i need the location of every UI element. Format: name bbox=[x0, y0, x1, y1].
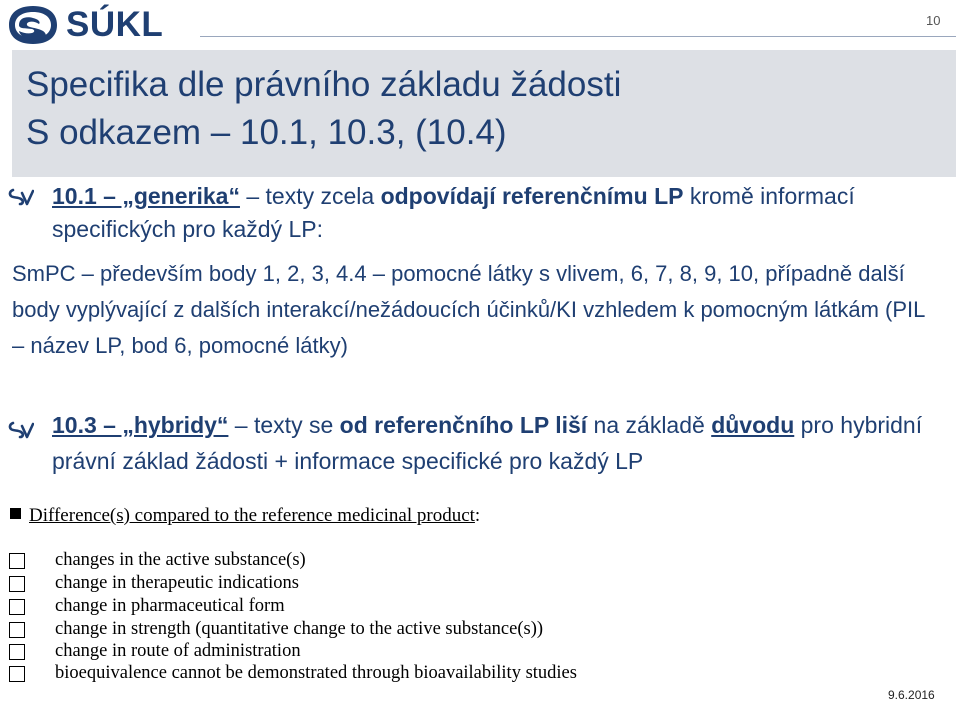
bullet-hybrids-emphasis-2: důvodu bbox=[711, 412, 795, 438]
differences-heading-suffix: : bbox=[474, 505, 481, 526]
page-title-line-1: Specifika dle právního základu žádosti bbox=[26, 65, 622, 104]
bullet-generics-emphasis: odpovídají referenčnímu LP bbox=[380, 183, 684, 209]
bullet-generics-text: – texty zcela bbox=[239, 183, 381, 209]
bullet-hybrids-text-3: pro hybridní právní základ žádosti + informace specifické pro každý LP bbox=[52, 412, 923, 474]
bullet-hybrids-emphasis: od referenčního LP liší bbox=[339, 412, 588, 438]
option-label: change in strength (quantitative change to the active substance(s)) bbox=[55, 619, 544, 639]
sukl-logo-icon bbox=[6, 3, 60, 47]
page-title-line-2: S odkazem – 10.1, 10.3, (10.4) bbox=[26, 113, 507, 152]
checkbox[interactable] bbox=[9, 666, 25, 682]
smpc-paragraph: SmPC – především body 1, 2, 3, 4.4 – pomocné látky s vlivem, 6, 7, 8, 9, 10, případně další body vyplývající z dalších interakcí/nežádoucích účinků/KI vzhledem k pomocným látkám (PIL – název LP, bod 6, pomocné látky) bbox=[12, 261, 925, 358]
title-box bbox=[12, 50, 956, 177]
bullet-hybrids-text: – texty se bbox=[228, 412, 340, 438]
bullet-icon bbox=[8, 187, 34, 207]
bullet-hybrids-text-2: na základě bbox=[587, 412, 712, 438]
option-active-substance[interactable] bbox=[9, 550, 306, 571]
option-therapeutic-indications[interactable] bbox=[9, 573, 300, 594]
header-divider bbox=[200, 36, 956, 37]
option-label: changes in the active substance(s) bbox=[55, 550, 306, 570]
checkbox[interactable] bbox=[9, 599, 25, 615]
option-pharmaceutical-form[interactable] bbox=[9, 596, 285, 617]
option-label: change in therapeutic indications bbox=[55, 573, 300, 593]
checkbox[interactable] bbox=[9, 553, 25, 569]
differences-heading-text: Difference(s) compared to the reference medicinal product bbox=[29, 505, 475, 526]
bullet-generics-text-2: kromě informací specifických pro každý LP: bbox=[52, 183, 855, 242]
checkbox[interactable] bbox=[9, 622, 25, 638]
option-label: change in route of administration bbox=[55, 641, 301, 661]
option-route-of-administration[interactable] bbox=[9, 641, 301, 662]
option-bioequivalence[interactable] bbox=[9, 663, 577, 684]
option-strength[interactable] bbox=[9, 619, 544, 640]
footer-date: 9.6.2016 bbox=[888, 688, 935, 702]
bullet-generics bbox=[52, 180, 932, 246]
logo-text: SÚKL bbox=[66, 5, 164, 44]
bullet-hybrids-number: 10.3 – „hybridy“ bbox=[52, 412, 229, 438]
bullet-hybrids bbox=[52, 407, 942, 479]
checkbox[interactable] bbox=[9, 576, 25, 592]
sukl-logo bbox=[6, 2, 163, 48]
differences-heading bbox=[10, 505, 480, 527]
bullet-generics-number: 10.1 – „generika“ bbox=[52, 183, 240, 209]
page-number: 10 bbox=[926, 13, 941, 28]
bullet-icon bbox=[8, 420, 34, 440]
square-bullet-icon bbox=[10, 508, 21, 519]
checkbox[interactable] bbox=[9, 644, 25, 660]
option-label: change in pharmaceutical form bbox=[55, 596, 285, 616]
option-label: bioequivalence cannot be demonstrated through bioavailability studies bbox=[55, 663, 577, 683]
